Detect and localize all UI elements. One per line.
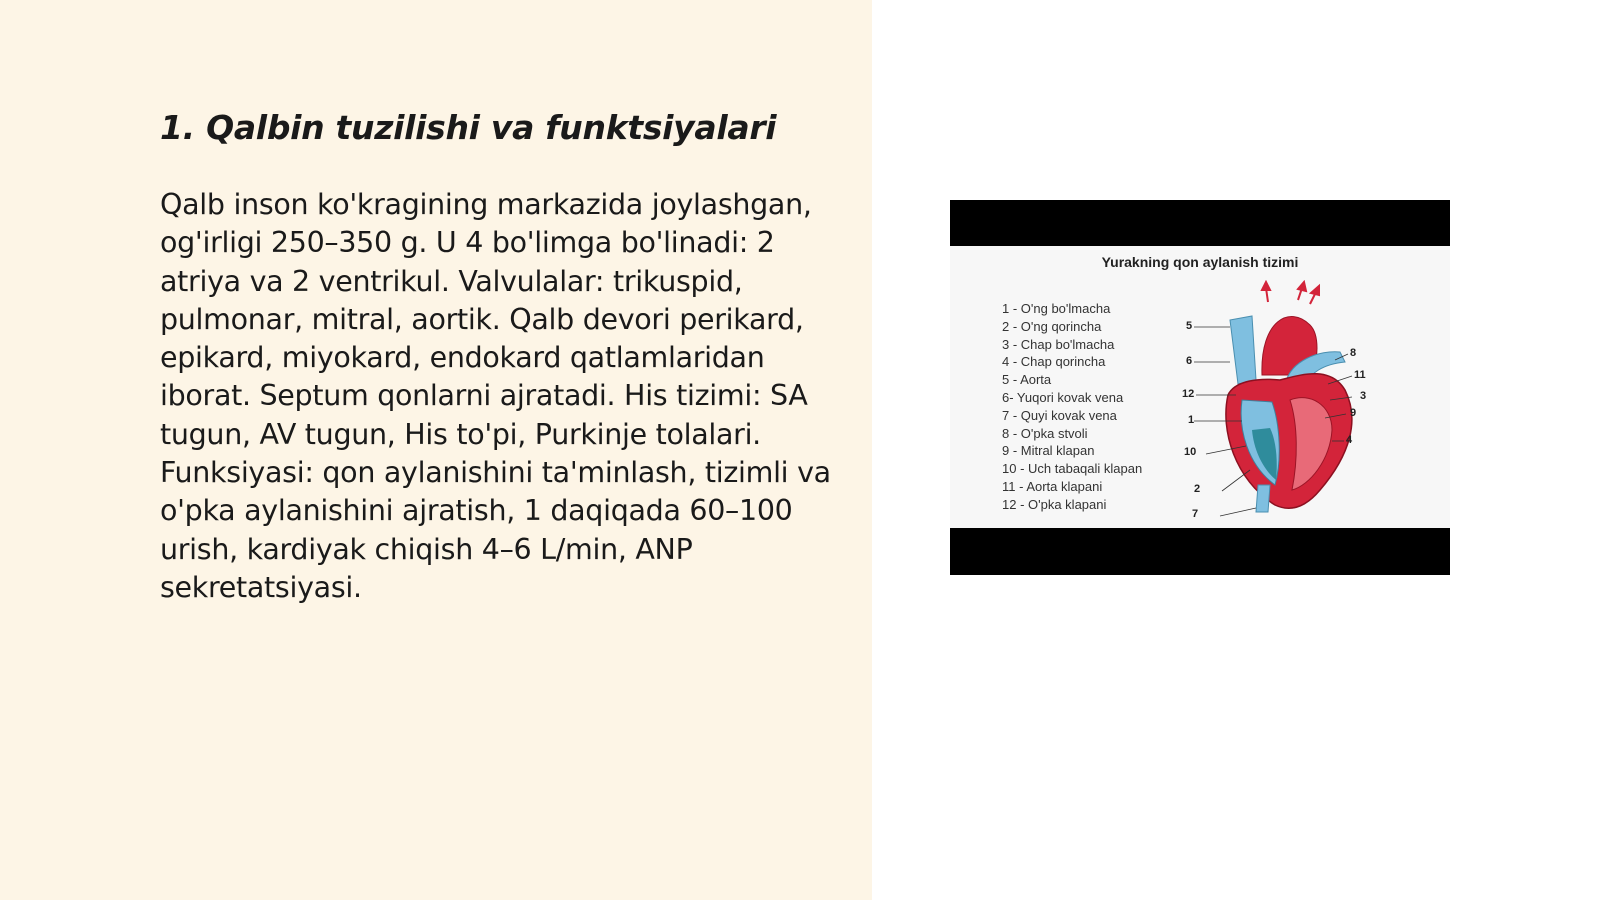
heart-diagram-image (950, 200, 1450, 575)
heart-illustration (1180, 280, 1400, 525)
label-number: 3 (1360, 390, 1367, 402)
legend-item: 10 - Uch tabaqali klapan (1002, 461, 1143, 477)
legend-item: 11 - Aorta klapani (1002, 478, 1103, 494)
arrow-icon (1262, 282, 1319, 304)
legend-item: 12 - O'pka klapani (1002, 496, 1107, 512)
label-number: 2 (1194, 483, 1201, 495)
label-number: 4 (1346, 434, 1353, 446)
label-number: 7 (1192, 508, 1199, 520)
label-number: 6 (1186, 355, 1193, 367)
label-number: 12 (1182, 388, 1195, 400)
legend-item: 5 - Aorta (1002, 372, 1052, 388)
diagram-legend (1002, 300, 1142, 514)
legend-item: 9 - Mitral klapan (1002, 443, 1095, 459)
legend-item: 6- Yuqori kovak vena (1002, 389, 1124, 405)
legend-item: 1 - O'ng bo'lmacha (1002, 301, 1111, 316)
label-number: 9 (1350, 407, 1357, 419)
label-number: 5 (1186, 320, 1193, 332)
diagram-canvas (950, 246, 1450, 528)
legend-item: 8 - O'pka stvoli (1002, 425, 1088, 441)
inferior-vena-cava-shape (1256, 485, 1270, 512)
legend-item: 7 - Quyi kovak vena (1002, 407, 1117, 423)
diagram-title: Yurakning qon aylanish tizimi (1101, 254, 1299, 270)
slide-title: 1. Qalbin tuzilishi va funktsiyalari (160, 108, 777, 147)
label-number: 8 (1350, 347, 1357, 359)
legend-item: 2 - O'ng qorincha (1002, 318, 1102, 334)
slide-body-text: Qalb inson ko'kragining markazida joylashgan, og'irligi 250–350 g. U 4 bo'limga bo'linadi: 2 atriya va 2 ventrikul. Valvulalar: trikuspid, pulmonar, mitral, aortik. Qalb devori perikard, epikard, miyokard, endokard qatlamlaridan iborat. Septum qonlarni ajratadi. His tizimi: SA tugun, AV tugun, His to'pi, Purkinje tolalari. Funksiyasi: qon aylanishini ta'minlash, tizimli va o'pka aylanishini ajratish, 1 daqiqada 60–100 urish, kardiyak chiqish 4–6 L/min, ANP sekretatsiyasi. (160, 188, 831, 604)
legend-item: 3 - Chap bo'lmacha (1002, 336, 1115, 352)
vena-cava-shape (1230, 316, 1256, 384)
label-number: 11 (1354, 369, 1366, 381)
label-number: 10 (1184, 446, 1197, 458)
legend-item: 4 - Chap qorincha (1002, 354, 1106, 370)
label-number: 1 (1188, 414, 1195, 426)
